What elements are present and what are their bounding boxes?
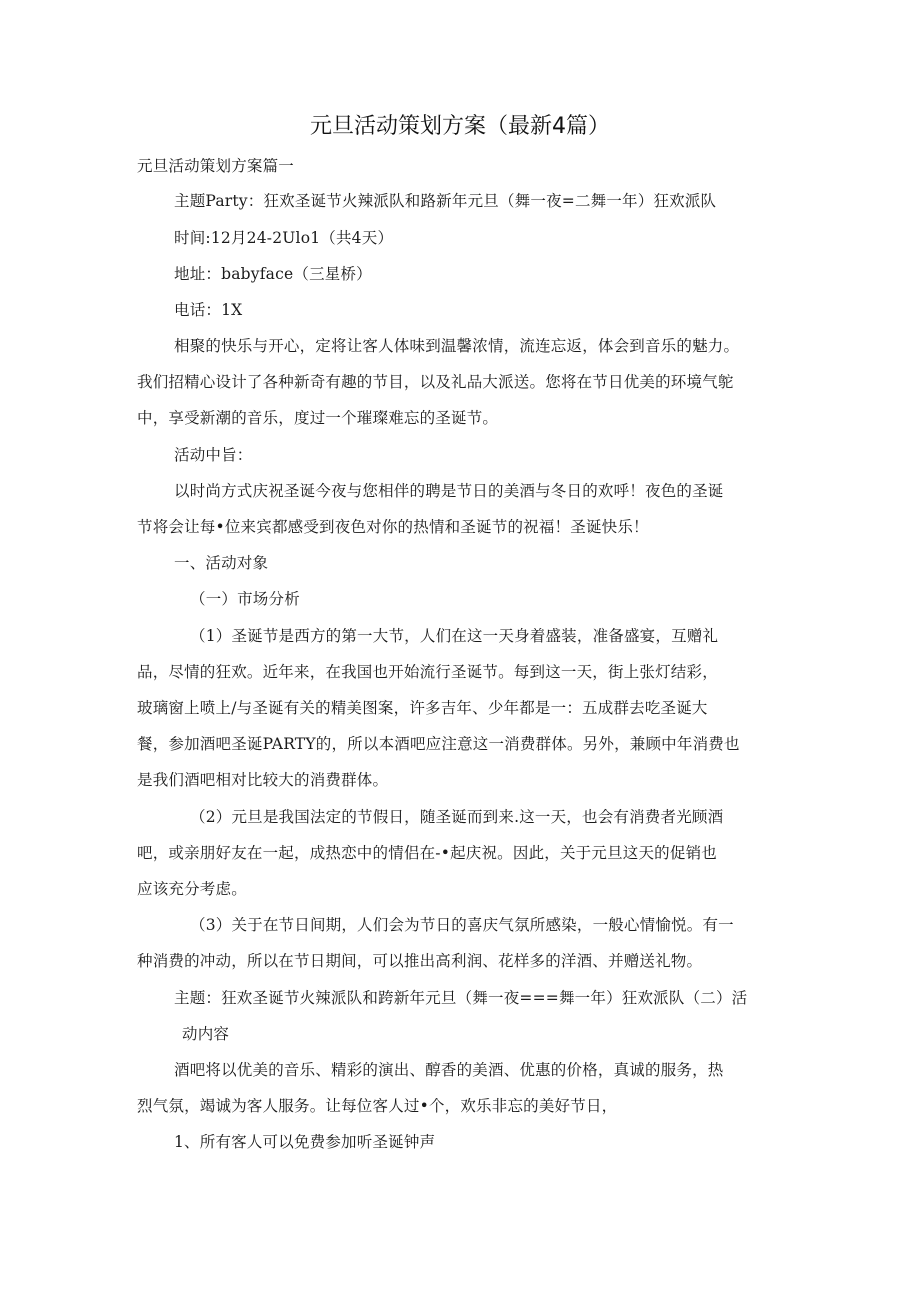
intro-line-3: 中，享受新潮的音乐，度过一个璀璨难忘的圣诞节。: [137, 409, 499, 427]
para1-line-5: 是我们酒吧相对比较大的消费群体。: [137, 771, 389, 789]
para1-line-3: 玻璃窗上喷上/与圣诞有关的精美图案，许多吉年、少年都是一：五成群去吃圣诞大: [137, 699, 708, 717]
para1-line-4: 餐，参加酒吧圣诞PARTY的，所以本酒吧应注意这一消费群体。另外，兼顾中年消费也: [137, 735, 740, 753]
purpose-line-2: 节将会让每•位来宾都感受到夜色对你的热情和圣诞节的祝福！圣诞快乐！: [137, 518, 649, 536]
address-line: 地址：babyface（三星桥）: [174, 265, 372, 283]
para2-line-2: 吧，或亲朋好友在一起，成热恋中的情侣在-•起庆祝。因此，关于元旦这天的促销也: [137, 844, 717, 862]
theme2-line-1: 主题：狂欢圣诞节火辣派队和跨新年元旦（舞一夜===舞一年）狂欢派队（二）活: [174, 989, 748, 1007]
para1-line-2: 品，尽情的狂欢。近年来，在我国也开始流行圣诞节。每到这一天，街上张灯结彩，: [137, 663, 718, 681]
para2-line-3: 应该充分考虑。: [137, 880, 247, 898]
para1-line-1: （1）圣诞节是西方的第一大节，人们在这一天身着盛装，准备盛宴，互赠礼: [190, 627, 719, 645]
purpose-line-1: 以时尚方式庆祝圣诞今夜与您相伴的聘是节日的美酒与冬日的欢呼！夜色的圣诞: [174, 482, 724, 500]
document-title: 元旦活动策划方案（最新4篇）: [310, 114, 610, 139]
para2-line-1: （2）元旦是我国法定的节假日，随圣诞而到来.这一天，也会有消费者光顾酒: [190, 808, 724, 826]
intro-line-2: 我们招精心设计了各种新奇有趣的节目，以及礼品大派送。您将在节日优美的环境气鸵: [137, 373, 734, 391]
para3-line-2: 种消费的冲动，所以在节日期间，可以推出高利润、花样多的洋酒、并赠送礼物。: [137, 952, 703, 970]
phone-line: 电话：1X: [174, 301, 243, 319]
theme2-line-2: 动内容: [182, 1025, 230, 1043]
intro-line-1: 相聚的快乐与开心，定将让客人体味到温馨浓情，流连忘返，体会到音乐的魅力。: [174, 337, 740, 355]
list-item-1: 1、所有客人可以免费参加听圣诞钟声: [174, 1133, 436, 1151]
para4-line-2: 烈气氛，竭诚为客人服务。让每位客人过•个，欢乐非忘的美好节日，: [137, 1097, 618, 1115]
sub-heading-1: （一）市场分析: [190, 590, 300, 608]
theme-line: 主题Party：狂欢圣诞节火辣派队和路新年元旦（舞一夜=二舞一年）狂欢派队: [174, 192, 717, 210]
para4-line-1: 酒吧将以优美的音乐、精彩的演出、醇香的美酒、优惠的价格，真诚的服务，热: [174, 1061, 724, 1079]
section-heading: 元旦活动策划方案篇一: [137, 157, 295, 175]
time-line: 时间:12月24-2Ulo1（共4天）: [174, 229, 394, 247]
purpose-label: 活动中旨：: [174, 446, 253, 464]
para3-line-1: （3）关于在节日间期，人们会为节日的喜庆气氛所感染，一般心情愉悦。有一: [190, 916, 734, 934]
part-heading-1: 一、活动对象: [174, 554, 269, 572]
